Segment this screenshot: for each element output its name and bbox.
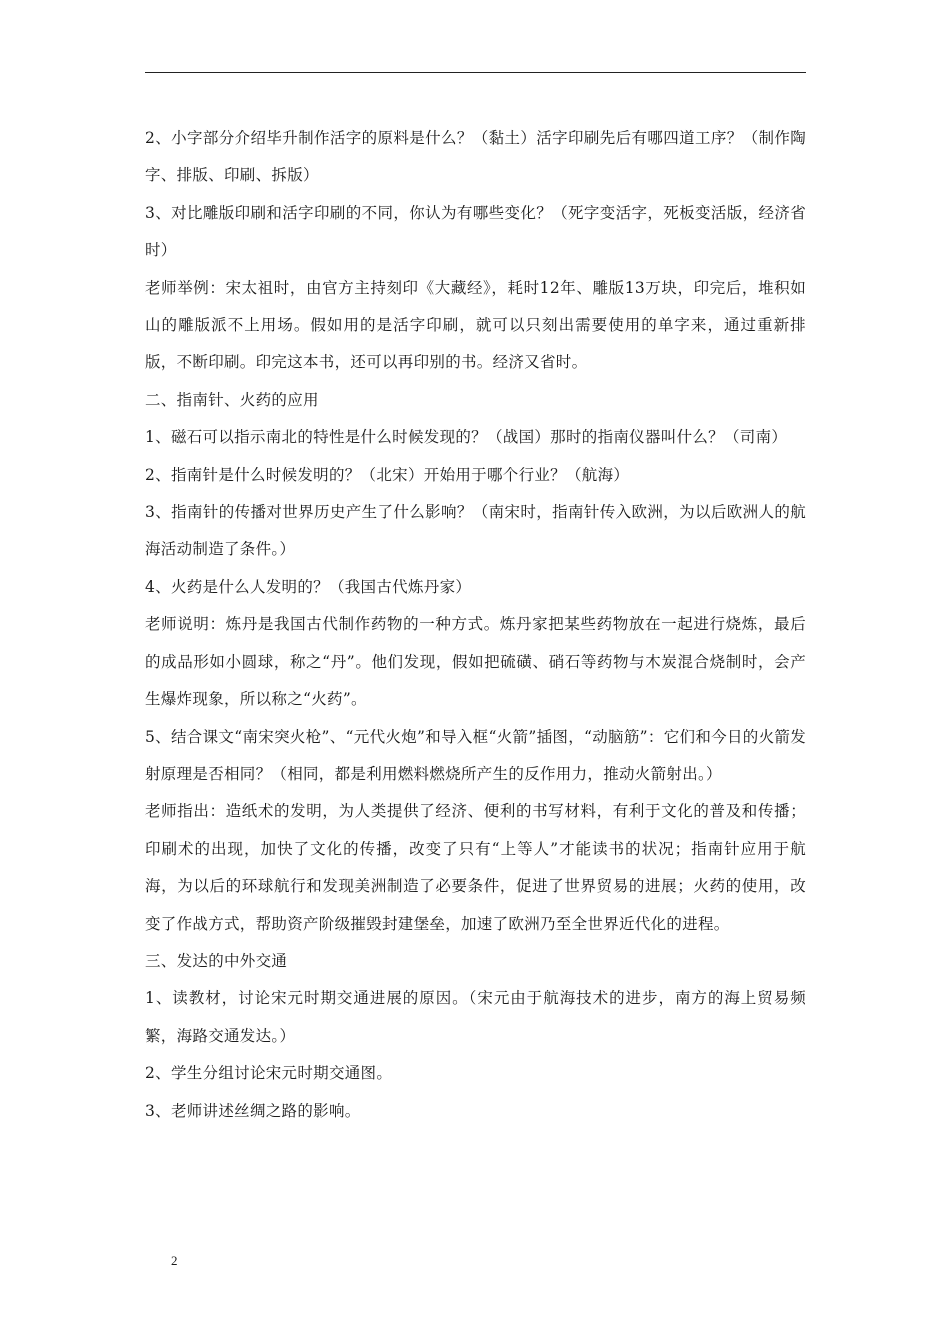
paragraph-teacher-alchemy: 老师说明：炼丹是我国古代制作药物的一种方式。炼丹家把某些药物放在一起进行烧炼，最后的成品形如小圆球，称之“丹”。他们发现，假如把硫磺、硝石等药物与木炭混合烧制时，会产生爆炸现象，所以称之“火药”。 — [145, 615, 806, 709]
paragraph-silk-road: 3、老师讲述丝绸之路的影响。 — [145, 1101, 361, 1120]
paragraph-compass-invention: 2、指南针是什么时候发明的？（北宋）开始用于哪个行业？（航海） — [145, 465, 630, 484]
paragraph-printing-comparison: 3、对比雕版印刷和活字印刷的不同，你认为有哪些变化？（死字变活字，死板变活版，经济省时） — [145, 203, 806, 260]
paragraph-rocket-principle: 5、结合课文“南宋突火枪”、“元代火炮”和导入框“火箭”插图，“动脑筋”：它们和今日的火箭发射原理是否相同？（相同，都是利用燃料燃烧所产生的反作用力，推动火箭射出。） — [145, 727, 806, 783]
paragraph-gunpowder-inventor: 4、火药是什么人发明的？（我国古代炼丹家） — [145, 577, 472, 596]
header-rule — [145, 72, 806, 73]
page-number: 2 — [171, 1253, 178, 1268]
paragraph-transport-map: 2、学生分组讨论宋元时期交通图。 — [145, 1064, 393, 1083]
paragraph-type-material: 2、小字部分介绍毕升制作活字的原料是什么？（黏土）活字印刷先后有哪四道工序？（制作陶字、排版、印刷、拆版） — [145, 129, 806, 185]
paragraph-transport-reasons: 1、读教材，讨论宋元时期交通进展的原因。（宋元由于航海技术的进步，南方的海上贸易频繁，海路交通发达。） — [145, 989, 806, 1045]
paragraph-teacher-example: 老师举例：宋太祖时，由官方主持刻印《大藏经》，耗时12年、雕版13万块，印完后，堆积如山的雕版派不上用场。假如用的是活字印刷，就可以只刻出需要使用的单字来，通过重新排版，不断印刷。印完这本书，还可以再印别的书。经济又省时。 — [145, 278, 806, 372]
paragraph-teacher-summary: 老师指出：造纸术的发明，为人类提供了经济、便利的书写材料，有利于文化的普及和传播；印刷术的出现，加快了文化的传播，改变了只有“上等人”才能读书的状况；指南针应用于航海，为以后的环球航行和发现美洲制造了必要条件，促进了世界贸易的进展；火药的使用，改变了作战方式，帮助资产阶级摧毁封建堡垒，加速了欧洲乃至全世界近代化的进程。 — [145, 802, 806, 933]
section-heading-compass-gunpowder: 二、指南针、火药的应用 — [145, 390, 319, 409]
document-body — [145, 120, 806, 1130]
paragraph-magnet-discovery: 1、磁石可以指示南北的特性是什么时候发现的？（战国）那时的指南仪器叫什么？（司南） — [145, 428, 788, 447]
paragraph-compass-influence: 3、指南针的传播对世界历史产生了什么影响？（南宋时，指南针传入欧洲，为以后欧洲人的航海活动制造了条件。） — [145, 503, 806, 559]
section-heading-transport: 三、发达的中外交通 — [145, 951, 288, 970]
